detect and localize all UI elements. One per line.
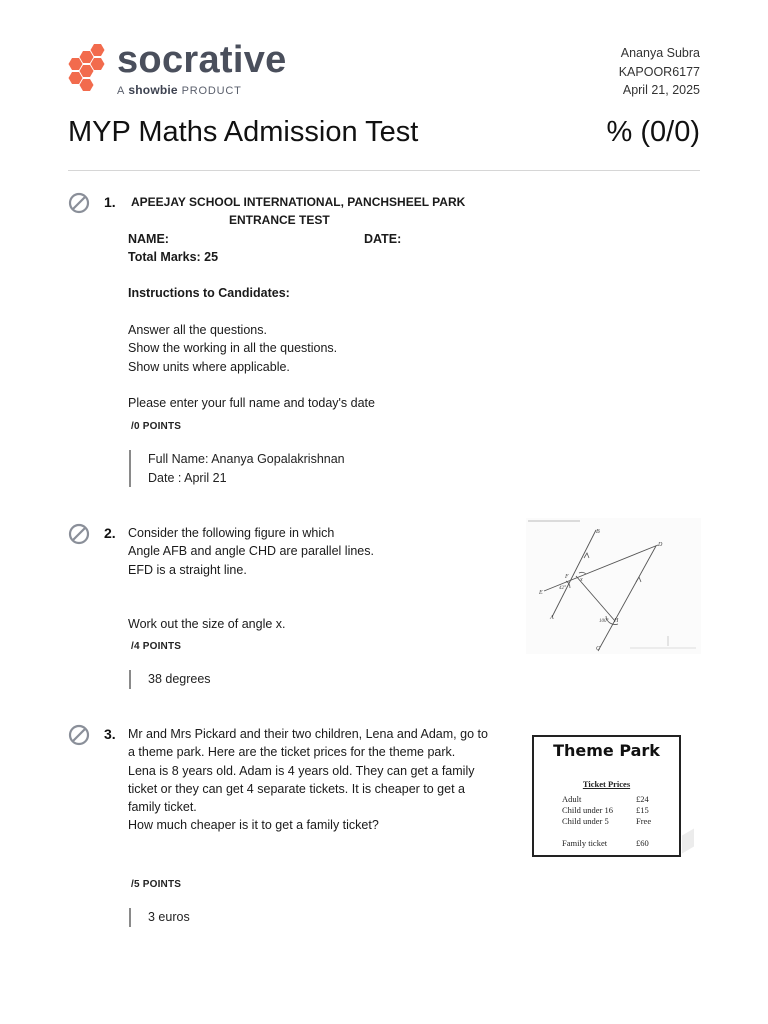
points-label: /0 POINTS [131,421,182,432]
question-line: a theme park. Here are the ticket prices for the theme park. [128,745,456,760]
date-label: DATE: [364,231,402,246]
price-labels [562,794,613,849]
question-number: 3. [104,726,116,742]
student-answer: 3 euros [129,908,190,927]
total-marks: Total Marks: 25 [128,249,219,264]
socrative-logo [66,39,306,102]
figure-label-a: A [550,615,554,621]
name-date-line [128,230,528,248]
question-line: ticket or they can get 4 separate tickets. It is cheaper to get a [128,781,465,796]
figure-label-42: 42° [559,586,566,591]
tagline-prefix: A [117,85,125,97]
question-line: Lena is 8 years old. Adam is 4 years old. They can get a family [128,763,475,778]
price-row-label: Child under 5 [562,816,609,826]
tagline-suffix: PRODUCT [181,85,242,97]
figure-label-f: F [565,574,569,580]
figure-label-e: E [539,590,543,596]
instructions-heading: Instructions to Candidates: [128,286,290,301]
test-subtitle: ENTRANCE TEST [229,213,330,228]
answer-line: Full Name: Ananya Gopalakrishnan [148,452,345,466]
figure-label-c: C [596,646,601,652]
ticket-price-figure [532,735,681,857]
student-answer: 38 degrees [129,670,211,689]
figure-subtitle: Ticket Prices [582,779,631,789]
price-row-label: Family ticket [562,838,608,848]
instruction-line: Show the working in all the questions. [128,341,338,356]
figure-label-b: B [596,529,600,535]
figure-label-100: 100° [599,619,609,624]
logo-hexagons-icon [66,42,114,94]
price-row-label: Adult [562,794,582,804]
student-name: Ananya Subra [620,46,700,60]
report-header [0,0,768,175]
test-title: MYP Maths Admission Test [68,116,419,148]
answer-line: Date : April 21 [148,470,227,485]
question-line: Angle AFB and angle CHD are parallel lines. [128,544,374,559]
student-answer [129,450,345,487]
header-divider [68,170,700,171]
figure-title: Theme Park [553,741,660,760]
logo-wordmark: socrative [117,39,287,81]
figure-page-curl [682,829,694,854]
tagline-brand: showbie [128,83,178,97]
instruction-line: Show units where applicable. [128,359,290,374]
price-row-value: £24 [636,794,649,804]
price-row-label: Child under 16 [562,805,613,815]
question-prompt: Please enter your full name and today's date [128,396,375,411]
price-row-value: Free [636,816,652,826]
question-line: Consider the following figure in which [128,526,335,540]
name-label: NAME: [128,231,169,246]
question-line: family ticket. [128,800,197,815]
test-score: % (0/0) [606,116,700,148]
figure-label-d: D [658,542,663,548]
points-label: /4 POINTS [131,641,182,652]
student-info [619,44,700,100]
instruction-line: Answer all the questions. [128,323,267,338]
points-label: /5 POINTS [131,879,182,890]
figure-label-h: H [614,618,619,624]
question-prompt: Work out the size of angle x. [128,617,286,632]
question-text [128,524,508,634]
not-graded-icon [68,523,90,545]
price-values [636,794,651,849]
school-name: APEEJAY SCHOOL INTERNATIONAL, PANCHSHEEL PARK [131,195,466,209]
question-text [128,725,523,835]
logo-tagline [117,83,242,97]
question-text [128,193,528,413]
question-line: How much cheaper is it to get a family ticket? [128,818,379,833]
not-graded-icon [68,724,90,746]
question-line: Mr and Mrs Pickard and their two children, Lena and Adam, go to [128,727,488,741]
price-row-value: £60 [636,838,649,848]
report-date: April 21, 2025 [622,83,700,97]
student-code: KAPOOR6177 [618,64,700,79]
question-line: EFD is a straight line. [128,562,247,577]
not-graded-icon [68,192,90,214]
price-row-value: £15 [636,805,649,815]
angle-figure [526,518,701,654]
question-number: 1. [104,194,116,210]
question-number: 2. [104,525,116,541]
figure-label-x: x [580,577,583,583]
